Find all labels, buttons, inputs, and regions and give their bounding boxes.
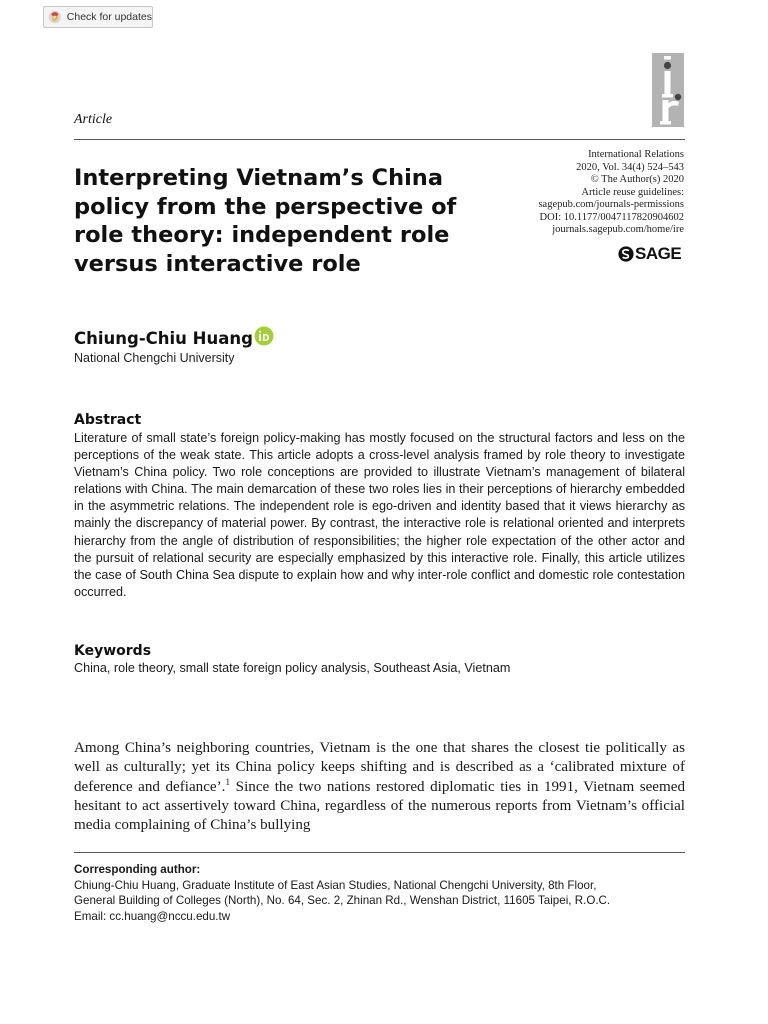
corresponding-author-line: General Building of Colleges (North), No. 64, Sec. 2, Zhinan Rd., Wenshan District, 11605 Taipei, R.O.C.	[74, 894, 611, 908]
check-for-updates-icon	[48, 10, 62, 24]
publisher-name: SAGE	[635, 244, 682, 263]
corresponding-author-block	[74, 862, 610, 924]
header-divider	[74, 139, 685, 140]
keywords-list: China, role theory, small state foreign policy analysis, Southeast Asia, Vietnam	[74, 661, 511, 675]
permissions-link[interactable]: sagepub.com/journals-permissions	[538, 199, 684, 210]
sage-s-icon	[618, 246, 634, 262]
article-title: Interpreting Vietnam’s China policy from the perspective of role theory: independent role versus interactive role	[74, 165, 457, 277]
journal-name: International Relations	[588, 149, 684, 160]
keywords-heading: Keywords	[74, 643, 152, 659]
author-name: Chiung-Chiu Huang	[74, 329, 253, 348]
publisher-logo	[618, 244, 686, 264]
journal-info	[538, 149, 684, 237]
body-paragraph	[74, 739, 685, 835]
check-for-updates-label: Check for updates	[66, 11, 152, 23]
journal-logo	[652, 53, 684, 127]
corresponding-author-line: Chiung-Chiu Huang, Graduate Institute of East Asian Studies, National Chengchi University, 8th Floor,	[74, 878, 597, 892]
reuse-guidelines-label: Article reuse guidelines:	[581, 186, 684, 198]
abstract-heading: Abstract	[74, 412, 142, 428]
footnote-reference[interactable]: 1	[225, 777, 231, 788]
body-text-start: Among China’s neighboring countries, Vietnam is the one that shares the closest tie politically as well as culturally; yet its China policy keeps shifting and is described as a ‘calibrated mixture of deference and defiance’.	[74, 740, 685, 795]
corresponding-author-email: Email: cc.huang@nccu.edu.tw	[74, 909, 231, 923]
article-type-label: Article	[74, 112, 113, 127]
journal-homepage-link[interactable]: journals.sagepub.com/home/ire	[552, 224, 684, 235]
abstract-text: Literature of small state’s foreign policy-making has mostly focused on the structural factors and less on the perceptions of the weak state. This article adopts a cross-level analysis framed by role theory to investigate Vietnam’s China policy. Two role conceptions are provided to illustrate Vietnam’s management of bilateral relations with China. The main demarcation of these two roles lies in their perceptions of hierarchy embedded in the asymmetric relations. The independent role is ego-driven and identity based that it views hierarchy as mainly the discrepancy of material power. By contrast, the interactive role is relational oriented and interprets hierarchy from the angle of distribution of responsibilities; the higher role expectation of the other actor and the pursuit of relational security are especially emphasized by this interactive role. Finally, this article utilizes the case of South China Sea dispute to explain how and why inter-role conflict and domestic role contestation occurred.	[74, 431, 685, 599]
corresponding-author-heading: Corresponding author:	[74, 863, 201, 876]
author-affiliation: National Chengchi University	[74, 351, 235, 365]
check-for-updates-button[interactable]	[43, 6, 153, 28]
footnote-divider	[74, 852, 685, 853]
orcid-icon[interactable]	[254, 326, 274, 346]
journal-volume: 2020, Vol. 34(4) 524–543	[576, 161, 684, 173]
copyright-notice: © The Author(s) 2020	[590, 174, 684, 185]
body-text-continued: Since the two nations restored diplomatic ties in 1991, Vietnam seemed hesitant to act assertively toward China, regardless of the numerous reports from Vietnam’s official media complaining of China’s bullying	[74, 778, 685, 834]
author-line	[74, 329, 274, 348]
doi-link[interactable]: DOI: 10.1177/0047117820904602	[539, 211, 684, 223]
